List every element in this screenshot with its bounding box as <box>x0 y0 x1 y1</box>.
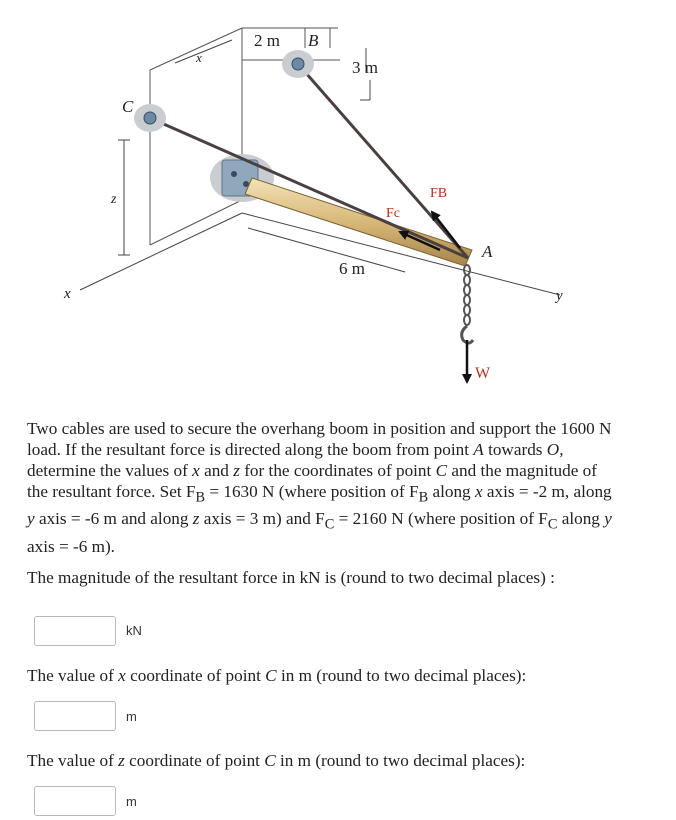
problem-statement: Two cables are used to secure the overhang boom in position and support the 1600 N load. If the resultant force is directed along the boom from point A towards O, determine the values of x and z for the coordinates of point C and the magnitude of the resultant force. Set $F_B = 1630$ N (where position of $F_B$ along x axis = -2 m, along y axis = -6 m and along z axis = 3 m) and $F_C = 2160$ N (where position of $F_C$ along y axis = -6 m). <box>27 419 612 556</box>
point-B-label: B <box>308 31 319 50</box>
anchor-B <box>282 50 314 78</box>
force-FB-label: FB <box>430 186 448 201</box>
x-unit-label: m <box>126 709 137 724</box>
point-A-label: A <box>482 242 493 261</box>
dim-3m-label: 3 m <box>352 58 378 77</box>
dim-6m-label: 6 m <box>339 259 365 278</box>
force-FC-label: Fc <box>386 206 400 221</box>
boom-diagram <box>0 0 676 400</box>
chain-hook <box>462 265 473 343</box>
dim-2m-label: 2 m <box>254 31 280 50</box>
resultant-force-input[interactable] <box>34 616 116 646</box>
kn-unit-label: kN <box>126 623 142 638</box>
axis-x-top-label: x <box>196 50 202 65</box>
cable-C <box>150 118 468 258</box>
question-1-prompt: The magnitude of the resultant force in kN is (round to two decimal places) : <box>27 568 555 587</box>
axis-y-label: y <box>556 288 563 304</box>
question-3-prompt: The value of z coordinate of point C in m (round to two decimal places): <box>27 751 526 770</box>
z-coordinate-input[interactable] <box>34 786 116 816</box>
axis-x-label: x <box>64 286 71 302</box>
point-C-label: C <box>122 97 134 116</box>
anchor-C <box>134 104 166 132</box>
axis-z-label: z <box>111 192 117 207</box>
z-unit-label: m <box>126 794 137 809</box>
weight-W-label: W <box>475 365 491 382</box>
question-2-prompt: The value of x coordinate of point C in m (round to two decimal places): <box>27 666 527 685</box>
x-coordinate-input[interactable] <box>34 701 116 731</box>
